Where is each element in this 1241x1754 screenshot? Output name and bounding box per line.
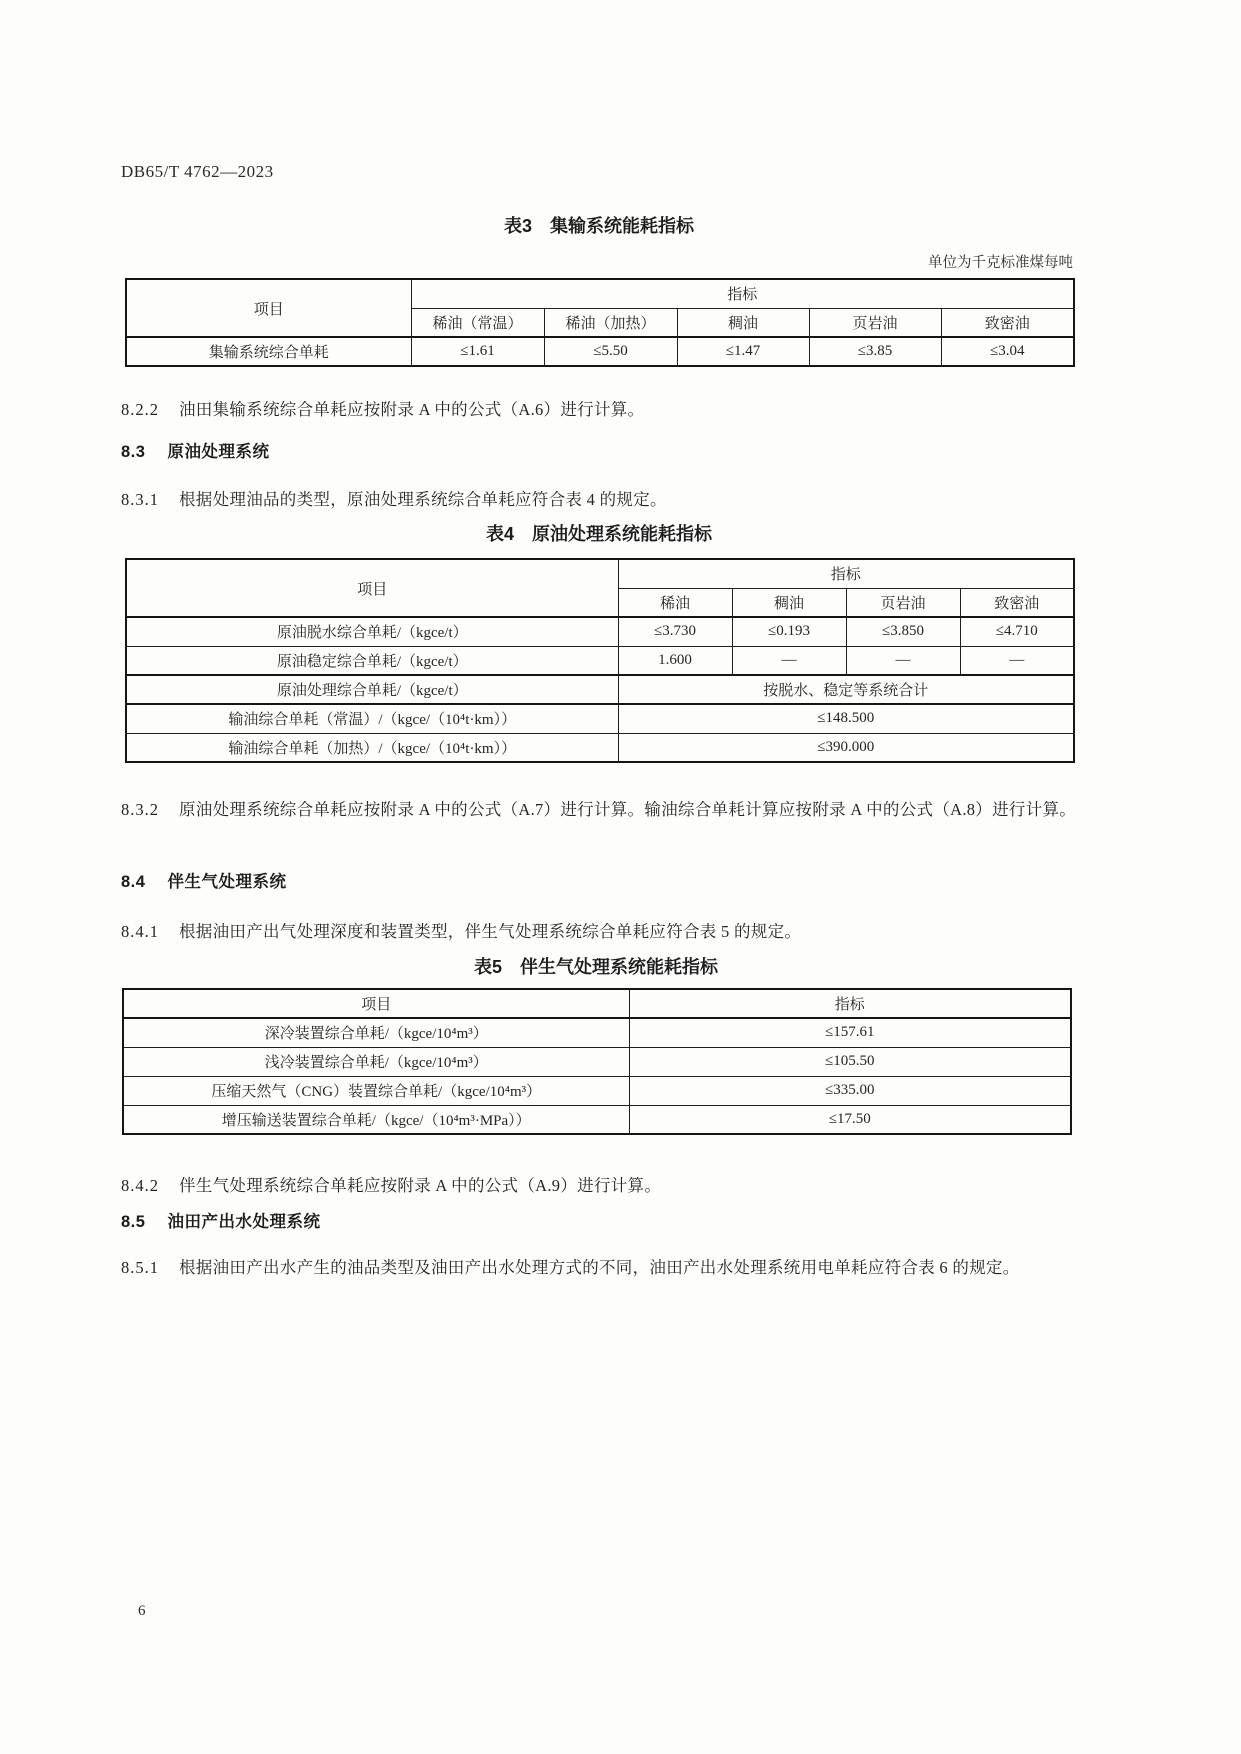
section-number: 8.5.1 bbox=[121, 1258, 159, 1277]
table5-row-label: 浅冷装置综合单耗/（kgce/10⁴m³） bbox=[123, 1047, 629, 1076]
section-number: 8.3 bbox=[121, 443, 146, 461]
section-8-3-1 bbox=[121, 480, 1171, 520]
table4-row-label: 原油稳定综合单耗/（kgce/t） bbox=[126, 646, 618, 675]
table5-col-indicator: 指标 bbox=[629, 989, 1071, 1018]
section-text: 伴生气处理系统综合单耗应按附录 A 中的公式（A.9）进行计算。 bbox=[179, 1176, 662, 1195]
table4-row-label: 原油脱水综合单耗/（kgce/t） bbox=[126, 617, 618, 646]
table4-row bbox=[126, 675, 1074, 704]
section-text: 根据油田产出气处理深度和装置类型，伴生气处理系统综合单耗应符合表 5 的规定。 bbox=[179, 922, 802, 941]
section-title: 伴生气处理系统 bbox=[167, 873, 287, 891]
table4-row bbox=[126, 617, 1074, 646]
table3-subcol: 页岩油 bbox=[809, 308, 941, 337]
table4-value: ≤3.730 bbox=[618, 617, 732, 646]
table4-value: — bbox=[960, 646, 1074, 675]
table5-value: ≤335.00 bbox=[629, 1076, 1071, 1105]
section-text: 根据处理油品的类型，原油处理系统综合单耗应符合表 4 的规定。 bbox=[179, 490, 667, 509]
table4 bbox=[125, 558, 1075, 763]
table3-col-indicator: 指标 bbox=[411, 279, 1074, 308]
table5-title: 表5 伴生气处理系统能耗指标 bbox=[473, 957, 718, 977]
table4-value: — bbox=[846, 646, 960, 675]
table4-col-item: 项目 bbox=[126, 559, 618, 617]
section-8-5 bbox=[121, 1208, 320, 1232]
table4-subcol: 致密油 bbox=[960, 588, 1074, 617]
table5-value: ≤157.61 bbox=[629, 1018, 1071, 1047]
table5 bbox=[122, 988, 1072, 1135]
page-number: 6 bbox=[138, 1603, 146, 1619]
section-8-4-2 bbox=[121, 1166, 1171, 1206]
table4-row bbox=[126, 704, 1074, 733]
table3-value: ≤3.85 bbox=[809, 337, 941, 366]
table4-title: 表4 原油处理系统能耗指标 bbox=[485, 524, 712, 544]
table3-subcol: 致密油 bbox=[941, 308, 1074, 337]
table4-value: ≤3.850 bbox=[846, 617, 960, 646]
section-8-3-2 bbox=[121, 790, 1169, 830]
table3-subcol: 稀油（加热） bbox=[544, 308, 677, 337]
table3-col-item: 项目 bbox=[126, 279, 411, 337]
table3-value: ≤1.61 bbox=[411, 337, 544, 366]
table3-row bbox=[126, 337, 1074, 366]
table4-row-label: 原油处理综合单耗/（kgce/t） bbox=[126, 675, 618, 704]
section-text: 原油处理系统综合单耗应按附录 A 中的公式（A.7）进行计算。输油综合单耗计算应按附录 A 中的公式（A.8）进行计算。 bbox=[179, 800, 1077, 819]
table5-row-label: 增压输送装置综合单耗/（kgce/（10⁴m³·MPa）） bbox=[123, 1105, 629, 1134]
section-title: 油田产出水处理系统 bbox=[167, 1213, 321, 1231]
table5-col-item: 项目 bbox=[123, 989, 629, 1018]
table4-span-value: ≤390.000 bbox=[618, 733, 1074, 762]
section-number: 8.4.2 bbox=[121, 1176, 159, 1195]
table5-value: ≤17.50 bbox=[629, 1105, 1071, 1134]
table4-value: 1.600 bbox=[618, 646, 732, 675]
table4-subcol: 稠油 bbox=[732, 588, 846, 617]
table4-value: — bbox=[732, 646, 846, 675]
table5-row bbox=[123, 1105, 1071, 1134]
table4-span-value: 按脱水、稳定等系统合计 bbox=[618, 675, 1074, 704]
table5-row bbox=[123, 1047, 1071, 1076]
table5-row-label: 深冷装置综合单耗/（kgce/10⁴m³） bbox=[123, 1018, 629, 1047]
table3-title: 表3 集输系统能耗指标 bbox=[503, 216, 694, 236]
table4-subcol: 页岩油 bbox=[846, 588, 960, 617]
section-number: 8.3.2 bbox=[121, 800, 159, 819]
table4-subcol: 稀油 bbox=[618, 588, 732, 617]
table5-row bbox=[123, 1018, 1071, 1047]
table4-row bbox=[126, 646, 1074, 675]
section-text: 根据油田产出水产生的油品类型及油田产出水处理方式的不同，油田产出水处理系统用电单耗应符合表 6 的规定。 bbox=[179, 1258, 1020, 1277]
table4-value: ≤4.710 bbox=[960, 617, 1074, 646]
document-code: DB65/T 4762—2023 bbox=[121, 162, 274, 181]
section-8-2-2 bbox=[121, 390, 1171, 430]
table5-row-label: 压缩天然气（CNG）装置综合单耗/（kgce/10⁴m³） bbox=[123, 1076, 629, 1105]
section-8-4 bbox=[121, 868, 286, 892]
table4-col-indicator: 指标 bbox=[618, 559, 1074, 588]
table3-value: ≤1.47 bbox=[677, 337, 809, 366]
section-text: 油田集输系统综合单耗应按附录 A 中的公式（A.6）进行计算。 bbox=[179, 400, 645, 419]
table4-span-value: ≤148.500 bbox=[618, 704, 1074, 733]
section-number: 8.3.1 bbox=[121, 490, 159, 509]
table4-row-label: 输油综合单耗（常温）/（kgce/（10⁴t·km）） bbox=[126, 704, 618, 733]
table3 bbox=[125, 278, 1075, 367]
table3-subcol: 稠油 bbox=[677, 308, 809, 337]
section-8-4-1 bbox=[121, 912, 1171, 952]
table4-value: ≤0.193 bbox=[732, 617, 846, 646]
table3-value: ≤3.04 bbox=[941, 337, 1074, 366]
table5-row bbox=[123, 1076, 1071, 1105]
section-title: 原油处理系统 bbox=[167, 443, 270, 461]
table4-row-label: 输油综合单耗（加热）/（kgce/（10⁴t·km）） bbox=[126, 733, 618, 762]
table4-row bbox=[126, 733, 1074, 762]
table5-value: ≤105.50 bbox=[629, 1047, 1071, 1076]
section-number: 8.2.2 bbox=[121, 400, 159, 419]
table3-value: ≤5.50 bbox=[544, 337, 677, 366]
section-number: 8.5 bbox=[121, 1213, 146, 1231]
table3-subcol: 稀油（常温） bbox=[411, 308, 544, 337]
section-8-5-1 bbox=[121, 1248, 1169, 1288]
table3-unit-note: 单位为千克标准煤每吨 bbox=[928, 255, 1073, 271]
section-number: 8.4.1 bbox=[121, 922, 159, 941]
section-8-3 bbox=[121, 438, 269, 462]
section-number: 8.4 bbox=[121, 873, 146, 891]
table3-row-label: 集输系统综合单耗 bbox=[126, 337, 411, 366]
